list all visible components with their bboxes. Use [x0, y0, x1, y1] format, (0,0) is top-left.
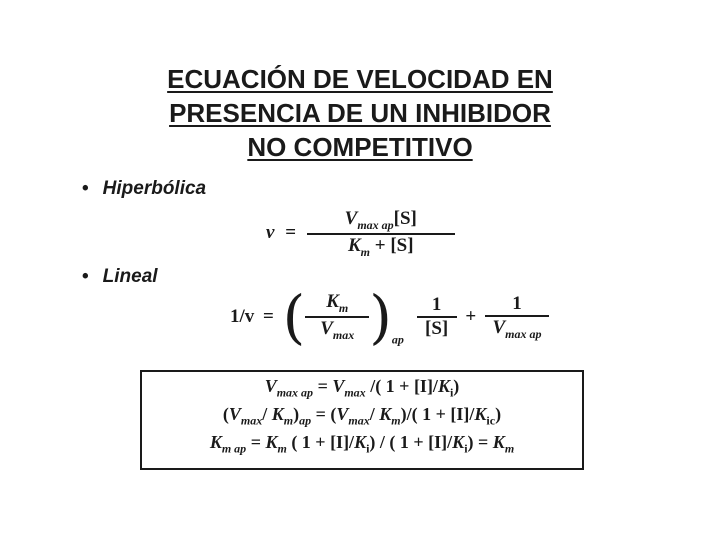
eq2-plus: +	[465, 306, 477, 327]
eq2-one-over-vmax: $\frac{1}{V_{max ap}}$	[485, 293, 549, 342]
page-title	[0, 62, 720, 164]
bullet-dot-icon: •	[82, 266, 89, 287]
box-line-3: $K_{m ap} = K_m$ ( $1 + [I]/K_i$) / ( $1 + [I]/K_i) = K_m$	[209, 432, 515, 456]
right-paren: )	[369, 283, 392, 351]
left-paren: (	[282, 283, 306, 351]
hyperbolic-equation	[266, 208, 455, 260]
box-line-2: ($V_{max}/$ $K_m)_{ap} = (V_{max}/$ $K_m)/$( $1 + [I]/K_{ic}$)	[222, 404, 502, 428]
title-line-3: NO COMPETITIVO	[247, 132, 473, 162]
bullet-linear	[82, 266, 158, 288]
eq2-ap: ap	[391, 332, 404, 347]
eq1-equals: =	[285, 222, 297, 244]
bullet-dot-icon: •	[82, 178, 89, 199]
eq2-equals: =	[263, 306, 274, 327]
eq2-one-over-s: $\frac{1}{[S]}$	[417, 294, 457, 340]
box-line-1: $V_{max ap} = V_{max}$ /( $1 + [I]/K_i$)	[264, 376, 460, 400]
eq1-denominator: $K_m + [S]$	[307, 233, 455, 260]
eq1-lhs: v	[266, 222, 275, 244]
bullet-linear-label: Lineal	[102, 266, 158, 287]
bullet-hyperbolic	[82, 178, 206, 200]
title-line-2: PRESENCIA DE UN INHIBIDOR	[169, 98, 551, 128]
eq2-km-fraction: $\frac{K_m}{V_{max}}$	[305, 291, 369, 343]
relations-box	[140, 370, 584, 470]
eq1-numerator: $V_{max ap}[S]$	[344, 208, 417, 232]
title-line-1: ECUACIÓN DE VELOCIDAD EN	[167, 64, 553, 94]
eq1-fraction	[307, 208, 455, 260]
linear-equation	[230, 283, 549, 351]
eq2-lhs: 1/v	[230, 306, 255, 327]
bullet-hyperbolic-label: Hiperbólica	[102, 178, 207, 199]
